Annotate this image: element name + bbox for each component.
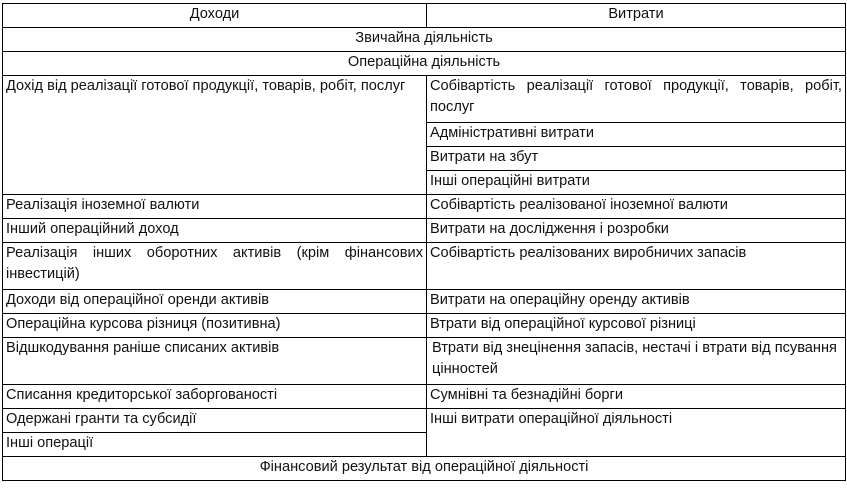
table-row [3, 385, 846, 409]
section-ordinary-activity: Звичайна діяльність [3, 28, 846, 52]
header-income: Доходи [3, 4, 427, 28]
section-row [3, 52, 846, 76]
table-header-row [3, 4, 846, 28]
table-row [3, 409, 846, 433]
document-page [2, 3, 845, 481]
income-other-operations-cell: Інші операції [3, 433, 427, 457]
section-row [3, 28, 846, 52]
expense-bad-debts-cell: Сумнівні та безнадійні борги [427, 385, 846, 409]
table-row [3, 76, 846, 123]
section-operating-activity: Операційна діяльність [3, 52, 846, 76]
table-footer-row [3, 457, 846, 481]
expense-fx-loss-cell: Втрати від операційної курсової різниці [427, 314, 846, 338]
table-row [3, 195, 846, 219]
income-expense-table [2, 3, 846, 481]
expense-cost-of-sales-cell: Собівартість реалізації готової продукції, товарів, робіт, послуг [427, 76, 846, 123]
table-row [3, 290, 846, 314]
income-asset-recovery-cell: Відшкодування раніше списаних активів [3, 338, 427, 385]
table-row [3, 243, 846, 290]
expense-other-activity-cell: Інші витрати операційної діяльності [427, 409, 846, 457]
income-operating-lease-cell: Доходи від операційної оренди активів [3, 290, 427, 314]
expense-rnd-cell: Витрати на дослідження і розробки [427, 219, 846, 243]
income-fx-sale-cell: Реалізація іноземної валюти [3, 195, 427, 219]
income-sales-cell: Дохід від реалізації готової продукції, товарів, робіт, послуг [3, 76, 427, 195]
income-other-operating-cell: Інший операційний доход [3, 219, 427, 243]
table-row [3, 219, 846, 243]
operating-result-cell: Фінансовий результат від операційної діяльності [3, 457, 846, 481]
income-other-current-assets-cell: Реалізація інших оборотних активів (крім фінансових інвестицій) [3, 243, 427, 290]
income-fx-gain-cell: Операційна курсова різниця (позитивна) [3, 314, 427, 338]
expense-distribution-cell: Витрати на збут [427, 147, 846, 171]
income-payables-writeoff-cell: Списання кредиторської заборгованості [3, 385, 427, 409]
expense-operating-lease-cell: Витрати на операційну оренду активів [427, 290, 846, 314]
expense-admin-cell: Адміністративні витрати [427, 123, 846, 147]
expense-impairment-cell: Втрати від знецінення запасів, нестачі і втрати від псування цінностей [427, 338, 846, 385]
expense-inventory-cost-cell: Собівартість реалізованих виробничих запасів [427, 243, 846, 290]
table-row [3, 314, 846, 338]
header-expenses: Витрати [427, 4, 846, 28]
table-row [3, 338, 846, 385]
expense-other-operating-cell: Інші операційні витрати [427, 171, 846, 195]
income-grants-cell: Одержані гранти та субсидії [3, 409, 427, 433]
expense-fx-cost-cell: Собівартість реалізованої іноземної валюти [427, 195, 846, 219]
